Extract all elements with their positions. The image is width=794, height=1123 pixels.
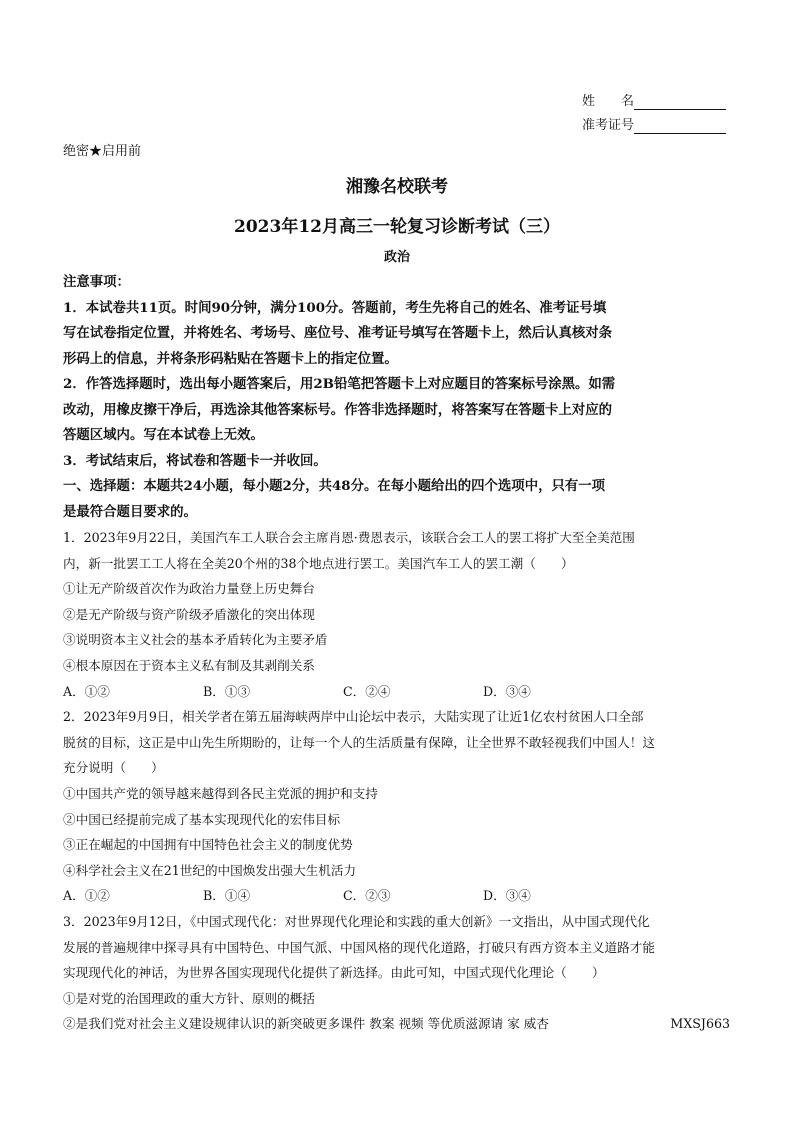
option-d: D．③④ xyxy=(483,683,531,699)
question-3-stem: 发展的普遍规律中探寻具有中国特色、中国气派、中国风格的现代化道路，打破只有西方资本主义道路才能 xyxy=(63,939,655,955)
exam-id-field xyxy=(582,118,726,134)
question-2-stem: 2．2023年9月9日，相关学者在第五届海峡两岸中山论坛中表示，大陆实现了让近1亿农村贫困人口全部 xyxy=(63,709,644,725)
question-1-stem: 内，新一批罢工工人将在全美20个州的38个地点进行罢工。美国汽车工人的罢工潮（ ） xyxy=(63,555,574,571)
subject-title: 政治 xyxy=(383,250,410,265)
question-3-statement: ②是我们党对社会主义建设规律认识的新突破更多课件 教案 视频 等优质滋源请 家 威杏 xyxy=(63,1016,549,1032)
notice-line: 写在试卷指定位置，并将姓名、考场号、座位号、准考证号填写在答题卡上，然后认真核对条 xyxy=(63,325,613,341)
question-1-statement: ③说明资本主义社会的基本矛盾转化为主要矛盾 xyxy=(63,632,328,648)
option-a: A．①② xyxy=(63,683,110,699)
option-a: A．①② xyxy=(63,888,110,904)
question-1-stem: 1．2023年9月22日，美国汽车工人联合会主席肖恩·费恩表示，该联合会工人的罢工将扩大至全美范围 xyxy=(63,530,635,545)
option-b: B．①③ xyxy=(203,683,251,699)
exam-title: 2023年12月高三一轮复习诊断考试（三） xyxy=(234,217,560,237)
notice-line: 答题区域内。写在本试卷上无效。 xyxy=(63,427,264,443)
option-b: B．①④ xyxy=(203,888,251,904)
option-d: D．③④ xyxy=(483,888,531,904)
org-title: 湘豫名校联考 xyxy=(346,177,448,197)
exam-id-label: 准考证号 xyxy=(582,118,635,133)
notice-line: 3．考试结束后，将试卷和答题卡一并收回。 xyxy=(63,452,327,469)
option-c: C．②③ xyxy=(343,888,391,904)
section-heading: 一、选择题：本题共24小题，每小题2分，共48分。在每小题给出的四个选项中，只有一项 xyxy=(63,478,606,494)
question-2-stem: 脱贫的目标，这正是中山先生所期盼的，让每一个人的生活质量有保障，让全世界不敢轻视我们中国人！这 xyxy=(63,734,655,750)
question-2-stem: 充分说明（ ） xyxy=(63,760,164,776)
question-2-statement: ③正在崛起的中国拥有中国特色社会主义的制度优势 xyxy=(63,837,353,853)
question-1-statement: ②是无产阶级与资产阶级矛盾激化的突出体现 xyxy=(63,606,315,622)
notice-line: 改动，用橡皮擦干净后，再选涂其他答案标号。作答非选择题时，将答案写在答题卡上对应的 xyxy=(63,401,613,418)
question-1-statement: ①让无产阶级首次作为政治力量登上历史舞台 xyxy=(63,581,315,597)
question-2-statement: ④科学社会主义在21世纪的中国焕发出强大生机活力 xyxy=(63,862,357,878)
secret-mark: 绝密★启用前 xyxy=(63,144,142,159)
section-heading: 是最符合题目要求的。 xyxy=(63,503,197,520)
name-underline xyxy=(634,95,726,110)
paper-code: MXSJ663 xyxy=(670,1016,730,1032)
question-2-statement: ②中国已经提前完成了基本实现现代化的宏伟目标 xyxy=(63,811,341,827)
name-label: 姓 名 xyxy=(582,94,635,109)
name-field xyxy=(582,94,726,110)
exam-content xyxy=(63,270,730,1037)
question-1-options xyxy=(63,679,730,705)
question-3-stem: 3．2023年9月12日，《中国式现代化：对世界现代化理论和实践的重大创新》一文指出，从中国式现代化 xyxy=(63,913,650,929)
notice-line: 形码上的信息，并将条形码粘贴在答题卡上的指定位置。 xyxy=(63,350,398,367)
question-1-statement: ④根本原因在于资本主义私有制及其剥削关系 xyxy=(63,657,315,673)
question-2-options xyxy=(63,883,730,909)
question-3-stem: 实现现代化的神话，为世界各国实现现代化提供了新选择。由此可知，中国式现代化理论（ ） xyxy=(63,965,605,981)
option-c: C．②④ xyxy=(343,683,391,699)
notice-line: 2．作答选择题时，选出每小题答案后，用2B铅笔把答题卡上对应题目的答案标号涂黑。如需 xyxy=(63,376,616,392)
notice-line: 1．本试卷共11页。时间90分钟，满分100分。答题前，考生先将自己的姓名、准考证号填 xyxy=(63,299,607,316)
notice-heading: 注意事项： xyxy=(63,274,130,290)
question-3-last-line xyxy=(63,1011,730,1037)
question-2-statement: ①中国共产党的领导越来越得到各民主党派的拥护和支持 xyxy=(63,785,378,801)
question-3-statement: ①是对党的治国理政的重大方针、原则的概括 xyxy=(63,990,315,1006)
exam-id-underline xyxy=(634,119,726,134)
